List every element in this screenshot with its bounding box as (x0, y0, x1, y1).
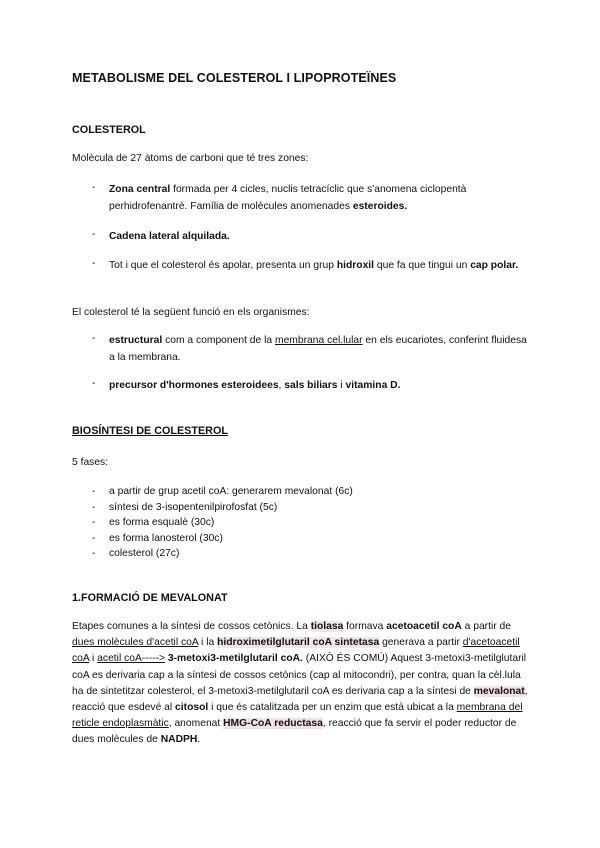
section-heading-colesterol: COLESTEROL (72, 124, 146, 136)
underlined-term: dues molècules d'acetil coA (72, 637, 199, 649)
function-term: sals biliars (284, 380, 338, 391)
list-item: - es forma lanosterol (30c) (92, 531, 353, 547)
phase-text: síntesi de 3-isopentenilpirofosfat (5c) (109, 501, 278, 513)
paragraph-text: generava a partir (379, 637, 463, 649)
underlined-term: d'acetoacetil coA (72, 637, 520, 665)
paragraph-text: a partir de (461, 621, 512, 632)
paragraph-text: i que és catalitzada per un enzim que està ubicat a la (208, 702, 457, 714)
paragraph-text: (AIXÒ ÉS COMÚ) Aquest 3-metoxi3-metilglutaril coA es derivaria cap a la síntesi de cossos cetònics (cap al mitocondri), per contra, quan la cèl.lula ha de sintetitzar colesterol, el 3-metoxi3-metilglutaril coA es derivaria cap a la síntesi de (72, 653, 527, 697)
list-item: - es forma esqualè (30c) (92, 515, 353, 531)
bold-term: acetoacetil coA (386, 621, 462, 632)
bullet-dash: - (92, 258, 96, 269)
zone-term: esteroides. (352, 200, 408, 212)
function-intro: El colesterol té la següent funció en els organismes: (72, 307, 310, 318)
zone-item-central (109, 182, 529, 215)
phases-list (92, 484, 353, 562)
intro-paragraph: Molècula de 27 àtoms de carboni que té tres zones: (72, 153, 309, 164)
mevalonat-paragraph (72, 619, 532, 749)
zone-term: hidroxil (336, 260, 375, 271)
document-title: METABOLISME DEL COLESTEROL I LIPOPROTEÏNES (72, 71, 397, 85)
highlight-hmg-sintetasa: hidroximetilglutaril coA sintetasa (217, 637, 380, 649)
bold-term: NADPH (160, 734, 198, 746)
paragraph-text: i (89, 653, 98, 665)
section-heading-biosintesi: BIOSÍNTESI DE COLESTEROL (72, 425, 228, 437)
bullet-dash: - (92, 182, 96, 193)
phase-text: es forma esqualè (30c) (109, 517, 215, 529)
function-text: , (278, 380, 285, 391)
function-term: estructural (109, 335, 163, 346)
zone-term: cap polar. (470, 260, 519, 271)
bullet-dash: - (92, 229, 96, 240)
phase-text: a partir de grup acetil coA: generarem mevalonat (6c) (109, 486, 353, 497)
zone-text: que fa que tingui un (374, 260, 471, 271)
paragraph-text: i la (198, 637, 218, 649)
underlined-term: membrana del reticle endoplasmàtic (72, 702, 523, 730)
paragraph-text: . (197, 734, 201, 746)
zone-term: Zona central (109, 184, 171, 195)
bullet-dash: - (92, 333, 96, 344)
function-item-structural (109, 333, 529, 366)
bold-term: citosol (175, 702, 209, 714)
paragraph-text: , reacció que fa servir el poder reductor de dues molècules de (72, 718, 517, 746)
paragraph-text: , anomenat (168, 718, 224, 730)
paragraph-text: formava (343, 621, 387, 632)
highlight-hmg-reductasa: HMG-CoA reductasa (223, 718, 323, 730)
function-item-precursor (109, 378, 529, 395)
function-term: precursor d'hormones esteroidees (109, 380, 279, 391)
bullet-dash: - (92, 378, 96, 389)
list-item: - síntesi de 3-isopentenilpirofosfat (5c) (92, 500, 353, 516)
bold-term: 3-metoxi3-metilglutaril coA. (167, 653, 303, 665)
highlight-tiolasa: tiolasa (310, 621, 344, 632)
phase-text: colesterol (27c) (109, 548, 180, 560)
zone-text: formada per 4 cicles, nuclis tetracíclic que s'anomena ciclopentà perhidrofenantrè. Família de molècules anomenades (109, 184, 467, 212)
list-item: - colesterol (27c) (92, 546, 353, 562)
underlined-term: acetil coA-----> (97, 653, 166, 665)
section-heading-mevalonat: 1.FORMACIÓ DE MEVALONAT (72, 592, 228, 604)
underlined-term: membrana cel.lular (275, 335, 363, 346)
phase-text: es forma lanosterol (30c) (109, 532, 223, 544)
highlight-mevalonat: mevalonat (473, 685, 525, 697)
zone-item-polar (109, 258, 529, 275)
function-text: en els eucariotes, conferint fluidesa a la membrana. (109, 335, 527, 363)
zone-term: Cadena lateral alquilada. (109, 231, 230, 242)
zone-text: Tot i que el colesterol és apolar, presenta un grup (109, 260, 337, 271)
function-term: vitamina D. (345, 380, 401, 391)
function-text: i (337, 380, 346, 391)
paragraph-text: Etapes comunes a la síntesi de cossos cetònics. La (72, 621, 311, 632)
paragraph-text: , reacció que esdevé al (72, 685, 528, 714)
zone-item-lateral (109, 229, 529, 246)
function-text: com a component de la (162, 335, 275, 346)
phases-label: 5 fases: (72, 457, 109, 468)
list-item: - a partir de grup acetil coA: generarem mevalonat (6c) (92, 484, 353, 500)
